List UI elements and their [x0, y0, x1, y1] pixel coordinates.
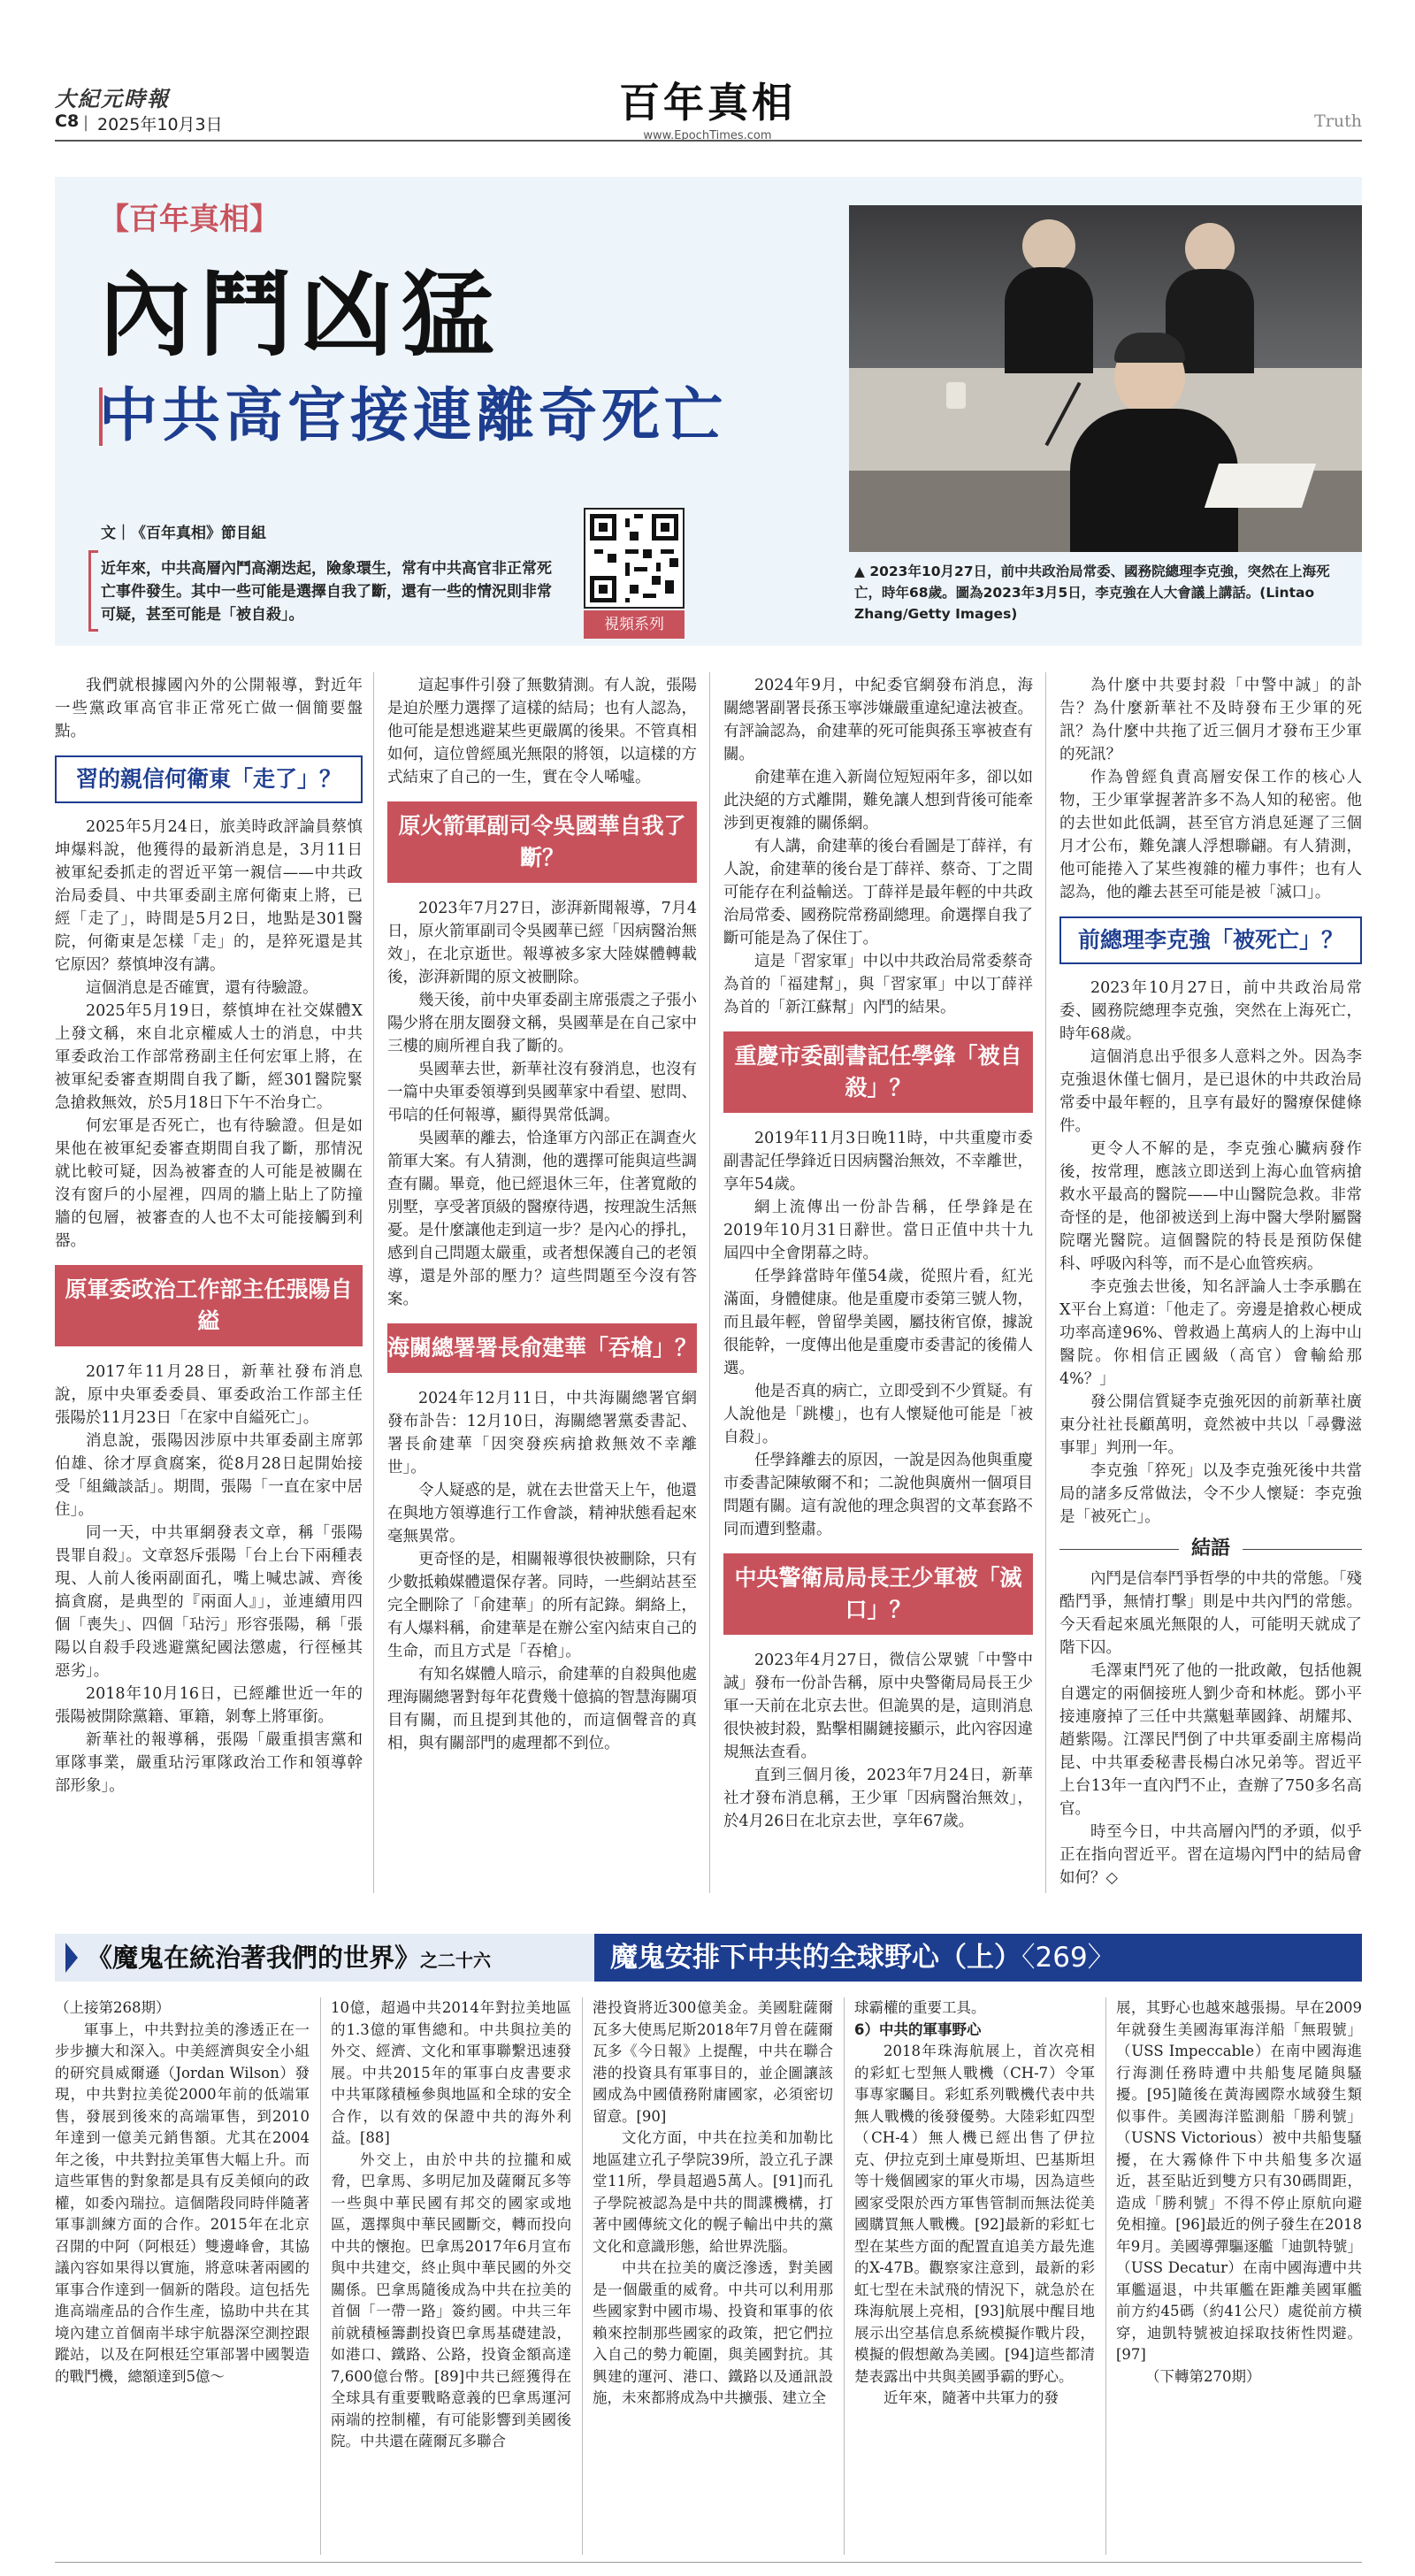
- paragraph: 2024年9月，中紀委官網發布消息，海關總署副署長孫玉寧涉嫌嚴重違紀違法被查。有評論認為，俞建華的死可能與孫玉寧被查有關。: [723, 677, 1033, 763]
- hero-title: 內鬥凶猛: [99, 261, 503, 369]
- paragraph: 這個消息出乎很多人意料之外。因為李克強退休僅七個月，是已退休的中共政治局常委中最年輕的，且享有最好的醫療保健條件。: [1059, 1048, 1362, 1135]
- paragraph: 2023年7月27日，澎湃新聞報導，7月4日，原火箭軍副司令吳國華已經「因病醫治無效」，在北京逝世。報導被多家大陸媒體轉載後，澎湃新聞的原文被刪除。: [387, 900, 697, 986]
- paragraph: 10億，超過中共2014年對拉美地區的1.3億的軍售總和。中共與拉美的外交、經濟、文化和軍事聯繫迅速發展。中共2015年的軍事白皮書要求中共軍隊積極參與地區和全球的安全合作，以有效的保證中共的海外利益。[88]: [331, 1999, 571, 2146]
- paragraph: 幾天後，前中央軍委副主席張震之子張小陽少將在朋友圈發文稱，吳國華是在自己家中三樓的廁所裡自我了斷的。: [387, 992, 697, 1055]
- series-rule-3: [844, 1997, 845, 2555]
- paragraph: 2024年12月11日，中共海關總署官網發布訃告：12月10日，海關總署黨委書記、署長俞建華「因突發疾病搶救無效不幸離世」。: [387, 1390, 697, 1476]
- conclusion-rule-right: [1243, 1549, 1362, 1550]
- series-title: [87, 1939, 491, 1979]
- conclusion-heading-text: 結語: [1191, 1537, 1231, 1560]
- conclusion-heading: [1059, 1537, 1362, 1560]
- paragraph: 消息說，張陽因涉原中共軍委副主席郭伯雄、徐才厚貪腐案，從8月28日起開始接受「組織談話」。期間，張陽「一直在家中居住」。: [55, 1432, 363, 1519]
- paragraph: 球霸權的重要工具。: [854, 1999, 986, 2016]
- paragraph: 直到三個月後，2023年7月24日，新華社才發布消息稱，王少軍「因病醫治無效」，於4月26日在北京去世，享年67歲。: [723, 1767, 1033, 1830]
- series-column-1: [55, 1997, 310, 2388]
- series-subheading: 6）中共的軍事野心: [854, 2020, 982, 2038]
- paragraph: 2018年10月16日，已經離世近一年的張陽被開除黨籍、軍籍，剝奪上將軍銜。: [55, 1685, 363, 1726]
- photo-speaker-hair: [1114, 333, 1185, 363]
- paragraph: 李克強「猝死」以及李克強死後中共當局的諸多反常做法，令不少人懷疑：李克強是「被死亡」。: [1059, 1462, 1362, 1526]
- paragraph: 中共在拉美的廣泛滲透，對美國是一個嚴重的威脅。中共可以利用那些國家對中國市場、投資和軍事的依賴來控制那些國家的政策，把它們拉入自己的勢力範圍，與美國對抗。其興建的運河、港口、鐵路以及通訊設施，未來都將成為中共擴張、建立全: [593, 2259, 833, 2406]
- footer-rule: [55, 2562, 1362, 2563]
- series-title-part: 之二十六: [420, 1950, 492, 1971]
- qr-label[interactable]: 視頻系列: [584, 610, 685, 639]
- paragraph: 2023年10月27日，前中共政治局常委、國務院總理李克強，突然在上海死亡，時年68歲。: [1059, 979, 1362, 1043]
- issue-date: 2025年10月3日: [97, 115, 223, 134]
- paragraph: 發公開信質疑李克強死因的前新華社廣東分社社長顧萬明，竟然被中共以「尋釁滋事罪」判刑一年。: [1059, 1393, 1362, 1457]
- series-rule-1: [320, 1997, 321, 2555]
- photo-bg-suit-1: [1005, 267, 1093, 373]
- section-heading-li-keqiang: 前總理李克強「被死亡」？: [1059, 916, 1362, 964]
- paragraph: 作為曾經負責高層安保工作的核心人物，王少軍掌握著許多不為人知的秘密。他的去世如此低調，甚至官方消息延遲了三個月才公布，難免讓人浮想聯翩。有人猜測，他可能捲入了某些複雜的權力事件；也有人認為，他的離去甚至可能是被「滅口」。: [1059, 769, 1362, 901]
- section-heading-he-weidong: 習的親信何衛東「走了」？: [55, 755, 363, 803]
- paragraph: （上接第268期）: [55, 1999, 171, 2016]
- article-column-2: [387, 674, 697, 1755]
- section-english: Truth: [1314, 111, 1362, 131]
- section-heading-ren-xuefeng: 重慶市委副書記任學鋒「被自殺」？: [723, 1031, 1033, 1113]
- paragraph: 俞建華在進入新崗位短短兩年多，卻以如此決絕的方式離開，難免讓人想到背後可能牽涉到更複雜的關係網。: [723, 769, 1033, 832]
- paragraph: 時至今日，中共高層內鬥的矛頭，似乎正在指向習近平。習在這場內鬥中的結局會如何？◇: [1059, 1823, 1362, 1887]
- paragraph: 2023年4月27日，微信公眾號「中警中誠」發布一份訃告稱，原中央警衛局局長王少軍一天前在北京去世。但詭異的是，這則消息很快被封殺，點擊相關鏈接顯示，此內容因違規無法查看。: [723, 1652, 1033, 1761]
- page-label: C8: [55, 111, 80, 131]
- paragraph: 毛澤東鬥死了他的一批政敵，包括他親自選定的兩個接班人劉少奇和林彪。鄧小平接連廢掉了三任中共黨魁華國鋒、胡耀邦、趙紫陽。江澤民鬥倒了中共軍委副主席楊尚昆、中共軍委秘書長楊白冰兄弟等。習近平上台13年一直內鬥不止，查辦了750多名高官。: [1059, 1662, 1362, 1818]
- paragraph: 吳國華的離去，恰逢軍方內部正在調查火箭軍大案。有人猜測，他的選擇可能與這些調查有關。畢竟，他已經退休三年，住著寬敞的別墅，享受著頂級的醫療待遇，按理說生活無憂。是什麼讓他走到這一步？是內心的掙扎，感到自己問題太嚴重，或者想保護自己的老領導，還是外部的壓力？這些問題至今沒有答案。: [387, 1130, 697, 1308]
- section-title: 百年真相: [619, 79, 796, 126]
- paragraph: 內鬥是信奉鬥爭哲學的中共的常態。「殘酷鬥爭，無情打擊」則是中共內鬥的常態。今天看起來風光無限的人，可能明天就成了階下囚。: [1059, 1570, 1362, 1657]
- paragraph: 更令人不解的是，李克強心臟病發作後，按常理，應該立即送到上海心血管病搶救水平最高的醫院——中山醫院急救。非常奇怪的是，他卻被送到上海中醫大學附屬醫院曙光醫院。這個醫院的特長是預防保健科、呼吸內科等，而不是心血管疾病。: [1059, 1140, 1362, 1273]
- paragraph: 2025年5月24日，旅美時政評論員蔡慎坤爆料說，他獲得的最新消息是，3月11日被軍紀委抓走的習近平第一親信——中共政治局委員、中共軍委副主席何衛東上將，已經「走了」，時間是5月2日，地點是301醫院，何衛東是怎樣「走」的，是猝死還是其它原因？蔡慎坤沒有講。: [55, 818, 363, 974]
- section-heading-wu-guohua: 原火箭軍副司令吳國華自我了斷？: [387, 801, 697, 883]
- paragraph: （下轉第270期）: [1145, 2367, 1261, 2385]
- paragraph: 有人講，俞建華的後台看圖是丁薛祥，有人說，俞建華的後台是丁薛祥、蔡奇、丁之間可能存在利益輸送。丁薛祥是最年輕的中共政治局常委、國務院常務副總理。俞選擇自我了斷可能是為了保住丁。: [723, 838, 1033, 947]
- paragraph: 任學鋒當時年僅54歲，從照片看，紅光滿面，身體健康。他是重慶市委第三號人物，而且最年輕，曾留學美國，屬技術官僚，據說很能幹，一度傳出他是重慶市委書記的後備人選。: [723, 1268, 1033, 1377]
- hero-byline: 文｜《百年真相》節目組: [101, 525, 266, 542]
- paragraph: 這個消息是否確實，還有待驗證。: [86, 979, 318, 997]
- paragraph: 為什麼中共要封殺「中警中誠」的訃告？為什麼新華社不及時發布王少軍的死訊？為什麼中共拖了近三個月才發布王少軍的死訊？: [1059, 677, 1362, 763]
- column-rule-2: [709, 672, 710, 1893]
- paragraph: 更奇怪的是，相關報導很快被刪除，只有少數抵賴媒體還保存著。同時，一些網站甚至完全刪除了「俞建華」的所有記錄。網絡上，有人爆料稱，俞建華是在辦公室內結束自己的生命，而且方式是「吞槍」。: [387, 1551, 697, 1660]
- hero-intro-bracket: [88, 550, 98, 632]
- epoch-times-logo: 大紀元時報: [55, 86, 170, 111]
- paragraph: 他是否真的病亡，立即受到不少質疑。有人說他是「跳樓」，也有人懷疑他可能是「被自殺」。: [723, 1383, 1033, 1446]
- paragraph: 李克強去世後，知名評論人士李承鵬在X平台上寫道：「他走了。旁邊是搶救心梗成功率高達96%、曾救過上萬病人的上海中山醫院。你相信正國級（高官）會輸給那4%？」: [1059, 1278, 1362, 1388]
- photo-bg-figure-2: [1185, 223, 1235, 274]
- series-column-3: [593, 1997, 833, 2410]
- paragraph: 港投資將近300億美金。美國駐薩爾瓦多大使馬尼斯2018年7月曾在薩爾瓦多《今日報》上提醒，中共在聯合港的投資具有軍事目的，並企圖讓該國成為中國債務附庸國家，必須密切留意。[90]: [593, 1999, 833, 2125]
- site-url: www.EpochTimes.com: [643, 129, 772, 142]
- paragraph: 網上流傳出一份訃告稱，任學鋒是在2019年10月31日辭世。當日正值中共十九屆四中全會閉幕之時。: [723, 1199, 1033, 1262]
- paragraph: 2017年11月28日，新華社發布消息說，原中央軍委委員、軍委政治工作部主任張陽於11月23日「在家中自縊死亡」。: [55, 1363, 363, 1427]
- paragraph: 何宏軍是否死亡，也有待驗證。但是如果他在被軍紀委審查期間自我了斷，那情況就比較可疑，因為被審查的人可能是被關在沒有窗戶的小屋裡，四周的牆上貼上了防撞牆的包層，被審查的人也不太可能接觸到利器。: [55, 1117, 363, 1250]
- paragraph: 軍事上，中共對拉美的滲透正在一步步擴大和深入。中美經濟與安全小組的研究員威爾遜（Jordan Wilson）發現，中共對拉美從2000年前的低端軍售，發展到後來的高端軍售，到2010年達到一億美元銷售額。尤其在2004年之後，中共對拉美軍售大幅上升。而這些軍售的對象都是具有反美傾向的政權，如委內瑞拉。這個階段同時伴隨著軍事訓練方面的合作。2015年在北京召開的中阿（阿根廷）雙邊峰會，其協議內容如果得以實施，將意味著兩國的軍事合作達到一個新的階段。這包括先進高端產品的合作生產，協助中共在其境內建立首個南半球宇航器深空測控跟蹤站，以及在阿根廷空軍部署中國製造的戰鬥機，總額達到5億～: [55, 2020, 310, 2385]
- series-rule-4: [1105, 1997, 1106, 2555]
- paragraph: 有知名媒體人暗示，俞建華的自殺與他處理海關總署對每年花費幾十億搞的智慧海關項目有關，而且提到其他的，而這個聲音的真相，與有關部門的處理都不到位。: [387, 1666, 697, 1752]
- hero-intro: 近年來，中共高層內鬥高潮迭起，險象環生，常有中共高官非正常死亡事件發生。其中一些可能是選擇自我了斷，還有一些的情況則非常可疑，甚至可能是「被自殺」。: [101, 560, 552, 624]
- paragraph: 新華社的報導稱，張陽「嚴重損害黨和軍隊事業，嚴重玷污軍隊政治工作和領導幹部形象」。: [55, 1731, 363, 1795]
- article-column-4: [1059, 674, 1362, 1890]
- hero-kicker: 【百年真相】: [99, 202, 279, 237]
- section-heading-yu-jianhua: 海關總署署長俞建華「吞槍」？: [387, 1323, 697, 1373]
- article-column-1: [55, 674, 363, 1798]
- photo-bg-figure-1: [1022, 219, 1075, 272]
- column-rule-1: [373, 672, 374, 1893]
- series-chapter: [610, 1939, 1115, 1976]
- paragraph: 文化方面，中共在拉美和加勒比地區建立孔子學院39所，設立孔子課堂11所，學員超過5萬人。[91]而孔子學院被認為是中共的間諜機構，打著中國傳統文化的幌子輸出中共的黨文化和意識形態，給世界洗腦。: [593, 2129, 833, 2255]
- series-number: 〈269〉: [1021, 1942, 1115, 1974]
- hero-subtitle: 中共高官接連離奇死亡: [99, 381, 727, 449]
- page-divider: |: [83, 113, 89, 132]
- column-rule-3: [1045, 672, 1046, 1893]
- section-heading-wang-shaojun: 中央警衛局局長王少軍被「滅口」？: [723, 1553, 1033, 1635]
- paragraph: 同一天，中共軍網發表文章，稱「張陽畏罪自殺」。文章怒斥張陽「台上台下兩種表現、人前人後兩副面孔，嘴上喊忠誠、齊後搞貪腐，是典型的『兩面人』」，並連續用四個「喪失」、四個「玷污」形容張陽，稱「張陽以自殺手段逃避黨紀國法懲處，行徑極其惡劣」。: [55, 1524, 363, 1680]
- photo-caption: ▲ 2023年10月27日，前中共政治局常委、國務院總理李克強，突然在上海死亡，時年68歲。圖為2023年3月5日，李克強在人大會議上講話。(Lintao Zhang/Getty Images): [854, 564, 1330, 622]
- series-column-4: [854, 1997, 1095, 2410]
- paragraph: 2019年11月3日晚11時，中共重慶市委副書記任學鋒近日因病醫治無效，不幸離世，享年54歲。: [723, 1130, 1033, 1193]
- hero-photo: [849, 205, 1362, 552]
- section-heading-zhang-yang: 原軍委政治工作部主任張陽自縊: [55, 1265, 363, 1346]
- series-column-5: [1116, 1997, 1362, 2388]
- paragraph: 展，其野心也越來越張揚。早在2009年就發生美國海軍海洋船「無瑕號」（USS Impeccable）在南中國海進行海測任務時遭中共船隻尾隨與騷擾。[95]隨後在黃海國際水域發生類似事件。美國海洋監測船「勝利號」（USNS Victorious）被中共船隻騷擾，在大霧條件下中共船隻多次逼近，甚至貼近到雙方只有30碼間距，造成「勝利號」不得不停止原航向避免相撞。[96]最近的例子發生在2018年9月。美國導彈驅逐艦「迪凱特號」（USS Decatur）在南中國海遭中共軍艦逼退，中共軍艦在距離美國軍艦前方約45碼（約41公尺）處從前方橫穿，迪凱特號被迫採取技術性閃避。[97]: [1116, 1999, 1362, 2363]
- paragraph: 吳國華去世，新華社沒有發消息，也沒有一篇中央軍委領導到吳國華家中看望、慰問、弔唁的任何報導，顯得異常低調。: [387, 1061, 697, 1124]
- paragraph: 外交上，由於中共的拉攏和威脅，巴拿馬、多明尼加及薩爾瓦多等一些與中華民國有邦交的國家或地區，選擇與中華民國斷交，轉而投向中共的懷抱。巴拿馬2017年6月宣布與中共建交，終止與中華民國的外交關係。巴拿馬隨後成為中共在拉美的首個「一帶一路」簽約國。中共三年前就積極籌劃投資巴拿馬基礎建設，如港口、鐵路、公路，投資金額高達7,600億台幣。[89]中共已經獲得在全球具有重要戰略意義的巴拿馬運河兩端的控制權，有可能影響到美國後院。中共還在薩爾瓦多聯合: [331, 2150, 571, 2450]
- paragraph: 2018年珠海航展上，首次亮相的彩虹七型無人戰機（CH-7）令軍事專家矚目。彩虹系列戰機代表中共無人戰機的後發優勢。大陸彩虹四型（CH-4）無人機已經出售了伊拉克、伊拉克到土庫曼斯坦、巴基斯坦等十幾個國家的軍火市場，因為這些國家受限於西方軍售管制而無法從美國購買無人戰機。[92]最新的彩虹七型在某些方面的配置直追美方最先進的X-47B。觀察家注意到，最新的彩虹七型在未試飛的情況下，就急於在珠海航展上亮相，[93]航展中醒目地展示出空基信息系統模擬作戰片段，模擬的假想敵為美國。[94]這些都清楚表露出中共與美國爭霸的野心。: [854, 2043, 1095, 2385]
- series-rule-2: [582, 1997, 583, 2555]
- photo-papers: [1205, 464, 1316, 508]
- paragraph: 這是「習家軍」中以中共政治局常委蔡奇為首的「福建幫」，與「習家軍」中以丁薛祥為首的「新江蘇幫」內鬥的結果。: [723, 953, 1033, 1016]
- series-chevron-icon: [65, 1943, 78, 1973]
- paragraph: 令人疑惑的是，就在去世當天上午，他還在與地方領導進行工作會談，精神狀態看起來毫無異常。: [387, 1482, 697, 1545]
- qr-code-icon: [585, 510, 683, 607]
- series-chapter-title: 魔鬼安排下中共的全球野心（上）: [610, 1942, 1021, 1974]
- paragraph: 這起事件引發了無數猜測。有人說，張陽是迫於壓力選擇了這樣的結局；也有人認為，他可能是想逃避某些更嚴厲的後果。不管真相如何，這位曾經風光無限的將領，以這樣的方式結束了自己的一生，實在令人唏噓。: [387, 677, 697, 786]
- qr-code[interactable]: [584, 508, 685, 609]
- series-title-main: 《魔鬼在統治著我們的世界》: [87, 1943, 421, 1973]
- paragraph: 2025年5月19日，蔡慎坤在社交媒體X上發文稱，來自北京權威人士的消息，中共軍委政治工作部常務副主任何宏軍上將，在被軍紀委審查期間自我了斷，經301醫院緊急搶救無效，於5月18日下午不治身亡。: [55, 1002, 363, 1112]
- paragraph: 近年來，隨著中共軍力的發: [883, 2389, 1059, 2406]
- series-column-2: [331, 1997, 571, 2453]
- conclusion-rule-left: [1059, 1549, 1179, 1550]
- article-lead: 我們就根據國內外的公開報導，對近年一些黨政軍高官非正常死亡做一個簡要盤點。: [55, 677, 363, 740]
- photo-tea-cup: [946, 382, 966, 409]
- paragraph: 任學鋒離去的原因，一說是因為他與重慶市委書記陳敏爾不和；二說他與廣州一個項目問題有關。這有說他的理念與習的文革套路不同而遭到整肅。: [723, 1452, 1033, 1538]
- masthead-rule: [55, 140, 1362, 142]
- article-column-3: [723, 674, 1033, 1833]
